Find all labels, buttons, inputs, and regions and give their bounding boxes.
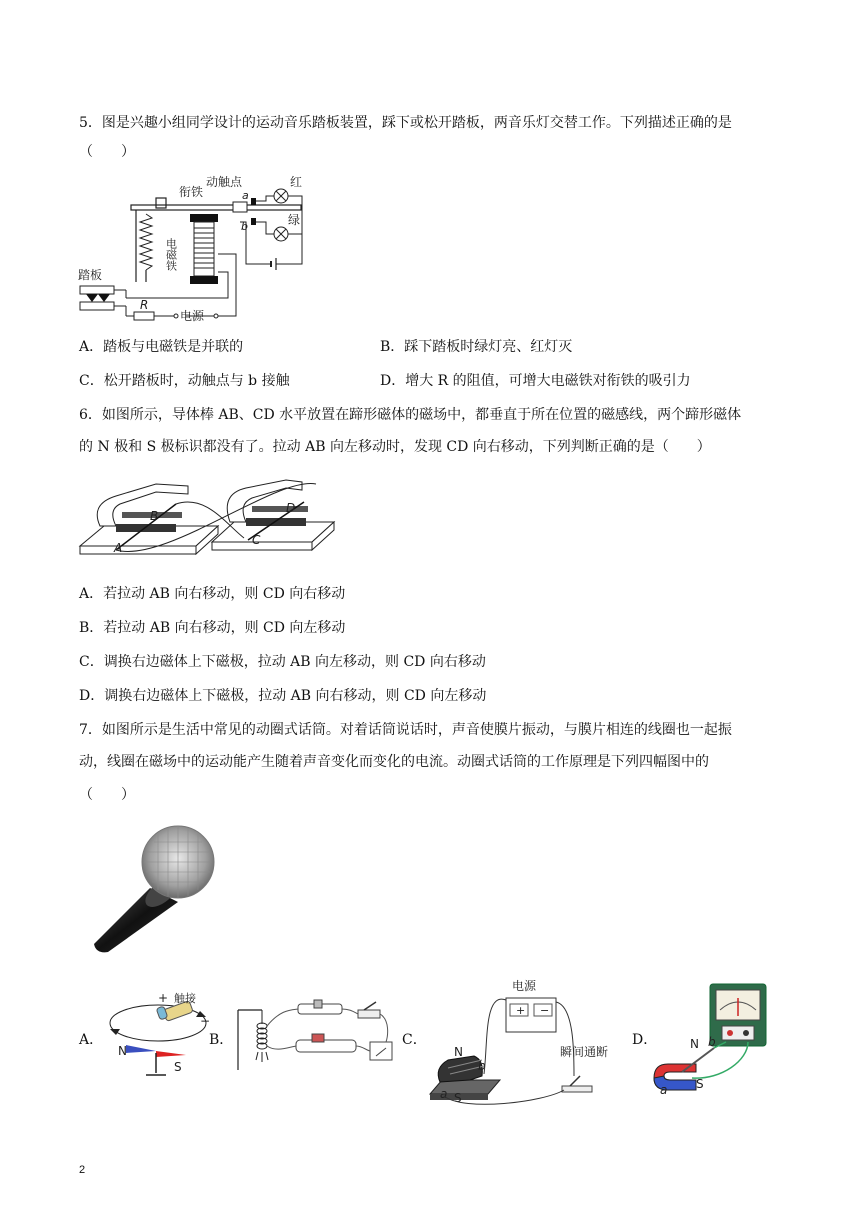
electromagnet-label: 电磁铁 [164, 238, 178, 271]
q6-option-d: D．调换右边磁体上下磁极，拉动 AB 向右移动，则 CD 向左移动 [79, 688, 487, 704]
s-label: S [174, 1060, 182, 1074]
label-c: C [252, 533, 261, 547]
q6-stem-line1: 6．如图所示，导体棒 AB、CD 水平放置在蹄形磁体的磁场中，都垂直于所在位置的磁感线，两个蹄形磁体 [79, 407, 742, 423]
label-d: D [286, 501, 296, 515]
q5-option-c: C．松开踏板时，动触点与 b 接触 [79, 373, 290, 389]
q5-option-a: A．踏板与电磁铁是并联的 [79, 339, 244, 355]
n-label: N [118, 1044, 127, 1058]
q7-figure-a-oersted [98, 985, 210, 1081]
q7-choice-d-label: D． [632, 1032, 658, 1048]
power-label: 电源 [180, 309, 205, 323]
spring [140, 214, 152, 270]
touch-label: 触接 [174, 992, 196, 1005]
label-a: A [114, 541, 123, 555]
resistor-label: R [140, 298, 149, 312]
q5-stem-line2: （ ） [79, 144, 135, 160]
armature-label: 衔铁 [179, 185, 204, 199]
label-b: B [150, 509, 159, 523]
plus-c: + [516, 1004, 526, 1017]
a-label-c: a [440, 1087, 448, 1101]
page-number: 2 [79, 1164, 86, 1176]
microphone-image [90, 822, 220, 956]
q7-choice-c-label: C． [402, 1032, 427, 1048]
q7-stem-line2: 动，线圈在磁场中的运动能产生随着声音变化而变化的电流。动圈式话筒的工作原理是下列四幅图中的 [79, 754, 709, 770]
q7-stem-line3: （ ） [79, 787, 135, 803]
contact-b-label: b [241, 220, 248, 233]
q7-figure-c-motor [424, 972, 616, 1108]
power-label-c: 电源 [512, 979, 537, 993]
a-label-d: a [660, 1083, 668, 1094]
momentary-label: 瞬间通断 [560, 1045, 609, 1059]
red-label: 红 [290, 175, 303, 189]
n-label-c: N [454, 1045, 463, 1059]
q6-stem-line2: 的 N 极和 S 极标识都没有了。拉动 AB 向左移动时，发现 CD 向右移动，下列判断正确的是（ ） [79, 439, 711, 455]
q6-option-c: C．调换右边磁体上下磁极，拉动 AB 向左移动，则 CD 向右移动 [79, 654, 486, 670]
q5-pedal-circuit-figure [76, 172, 306, 324]
q7-stem-line1: 7．如图所示是生活中常见的动圈式话筒。对着话筒说话时，声音使膜片振动，与膜片相连的线圈也一起振 [79, 722, 732, 738]
q6-option-b: B．若拉动 AB 向右移动，则 CD 向左移动 [79, 620, 346, 636]
q7-figure-d-generator [652, 980, 772, 1094]
q6-magnets-figure [76, 474, 340, 566]
pedal-label: 踏板 [78, 268, 103, 282]
contact-a-label: a [242, 189, 249, 202]
q7-figure-b-electromagnet [230, 996, 402, 1072]
minus-sign: − [200, 1014, 210, 1028]
n-label-d: N [690, 1037, 699, 1051]
green-label: 绿 [288, 213, 301, 227]
b-label-c: b [478, 1059, 486, 1073]
s-label-d: S [696, 1077, 704, 1091]
b-label-d: b [708, 1035, 716, 1049]
moving-contact-label: 动触点 [206, 175, 243, 189]
plus-sign: + [158, 991, 169, 1005]
q5-stem-line1: 5．图是兴趣小组同学设计的运动音乐踏板装置，踩下或松开踏板，两音乐灯交替工作。下列描述正确的是 [79, 115, 732, 131]
minus-c: − [540, 1004, 550, 1017]
q7-choice-a-label: A． [79, 1032, 104, 1048]
q7-choice-b-label: B． [209, 1032, 234, 1048]
q6-option-a: A．若拉动 AB 向右移动，则 CD 向右移动 [79, 586, 346, 602]
q5-option-d: D．增大 R 的阻值，可增大电磁铁对衔铁的吸引力 [380, 373, 691, 389]
resistor-icon [134, 312, 154, 320]
q5-option-b: B．踩下踏板时绿灯亮、红灯灭 [380, 339, 573, 355]
s-label-c: S [454, 1091, 462, 1105]
